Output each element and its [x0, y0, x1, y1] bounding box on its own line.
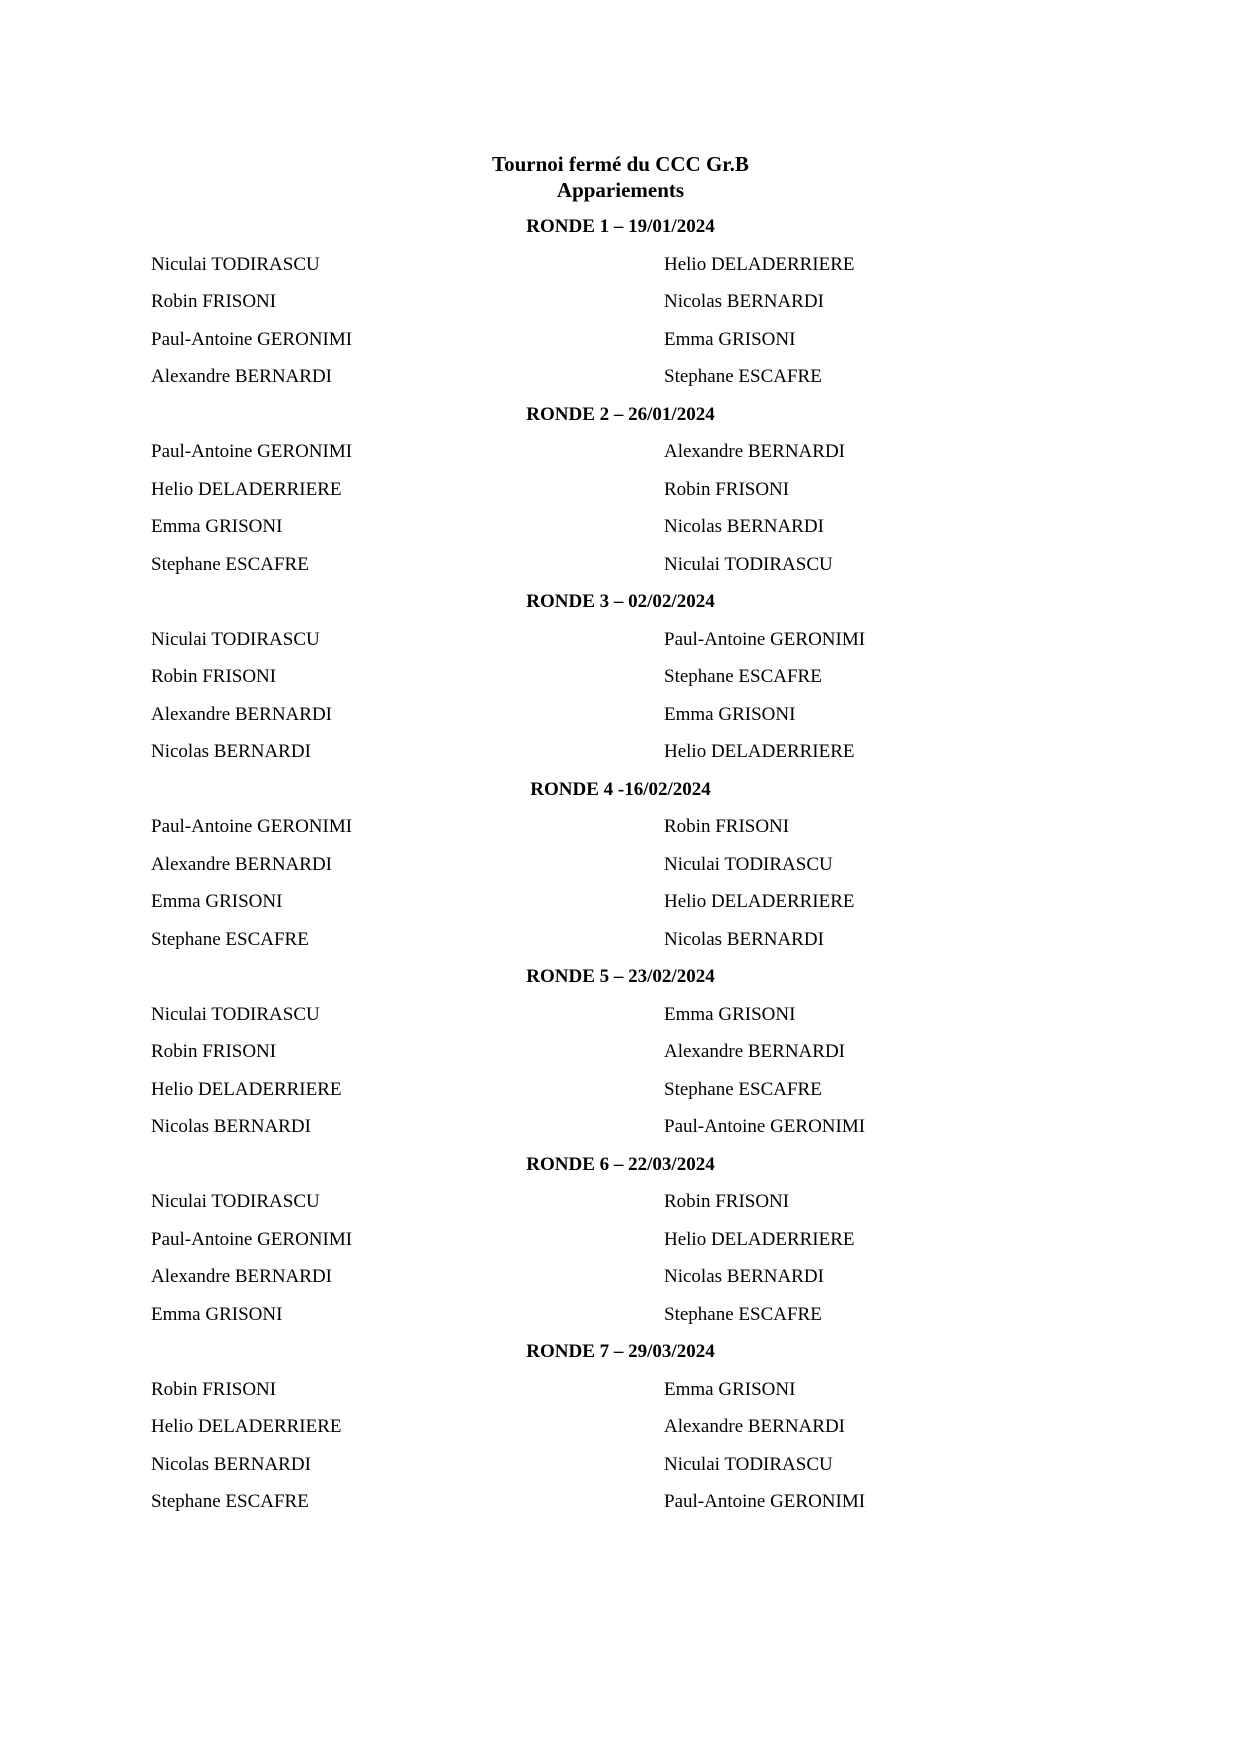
round-4 [0, 775, 1241, 963]
player-white: Nicolas BERNARDI [151, 1116, 311, 1137]
player-black: Helio DELADERRIERE [664, 253, 855, 275]
round-7 [0, 1337, 1241, 1525]
round-1 [0, 212, 1241, 400]
player-white: Robin FRISONI [151, 1378, 277, 1400]
player-white: Nicolas BERNARDI [151, 741, 311, 762]
document-subtitle: Appariements [556, 178, 685, 202]
round-header: RONDE 4 -16/02/2024 [530, 778, 711, 800]
player-black: Stephane ESCAFRE [664, 366, 822, 387]
pairing-row [0, 1487, 1241, 1525]
player-black: Robin FRISONI [664, 816, 790, 837]
player-black: Nicolas BERNARDI [664, 928, 824, 950]
player-white: Robin FRISONI [151, 291, 277, 312]
player-white: Niculai TODIRASCU [151, 1191, 320, 1212]
player-black: Nicolas BERNARDI [664, 1266, 824, 1287]
player-black: Emma GRISONI [664, 328, 796, 350]
player-white: Emma GRISONI [151, 891, 283, 912]
player-black: Niculai TODIRASCU [664, 553, 833, 575]
player-white: Emma GRISONI [151, 1303, 283, 1325]
player-white: Paul-Antoine GERONIMI [151, 328, 353, 350]
player-white: Helio DELADERRIERE [151, 1078, 342, 1100]
player-white: Emma GRISONI [151, 516, 283, 537]
pairing-row [0, 325, 1241, 363]
player-black: Emma GRISONI [664, 1003, 796, 1025]
player-white: Robin FRISONI [151, 666, 277, 687]
round-5 [0, 962, 1241, 1150]
player-white: Niculai TODIRASCU [151, 1003, 320, 1025]
player-white: Helio DELADERRIERE [151, 1416, 342, 1437]
player-white: Stephane ESCAFRE [151, 1491, 309, 1512]
player-white: Alexandre BERNARDI [151, 703, 332, 725]
player-white: Robin FRISONI [151, 1041, 277, 1062]
pairing-row [0, 1412, 1241, 1450]
pairing-row [0, 1187, 1241, 1225]
pairing-row [0, 512, 1241, 550]
round-6 [0, 1150, 1241, 1338]
round-header: RONDE 1 – 19/01/2024 [526, 216, 715, 237]
pairing-row [0, 1225, 1241, 1263]
player-black: Robin FRISONI [664, 1191, 790, 1212]
player-white: Niculai TODIRASCU [151, 253, 320, 275]
round-header: RONDE 7 – 29/03/2024 [526, 1341, 715, 1362]
pairing-row [0, 475, 1241, 513]
round-2 [0, 400, 1241, 588]
round-header: RONDE 5 – 23/02/2024 [526, 966, 715, 987]
pairing-row [0, 925, 1241, 963]
pairing-row [0, 550, 1241, 588]
document-title: Tournoi fermé du CCC Gr.B [492, 152, 749, 176]
player-black: Nicolas BERNARDI [664, 516, 824, 537]
pairing-row [0, 437, 1241, 475]
pairing-row [0, 700, 1241, 738]
player-white: Stephane ESCAFRE [151, 553, 309, 575]
round-header: RONDE 6 – 22/03/2024 [526, 1153, 715, 1175]
round-header: RONDE 3 – 02/02/2024 [526, 591, 715, 612]
pairing-row [0, 812, 1241, 850]
pairing-row [0, 1075, 1241, 1113]
pairing-row [0, 250, 1241, 288]
player-black: Niculai TODIRASCU [664, 853, 833, 875]
player-black: Stephane ESCAFRE [664, 1078, 822, 1100]
player-white: Helio DELADERRIERE [151, 478, 342, 500]
player-white: Stephane ESCAFRE [151, 928, 309, 950]
player-black: Paul-Antoine GERONIMI [664, 1491, 866, 1512]
pairing-row [0, 1300, 1241, 1338]
player-white: Alexandre BERNARDI [151, 853, 332, 875]
player-black: Stephane ESCAFRE [664, 666, 822, 687]
player-black: Helio DELADERRIERE [664, 891, 855, 912]
pairing-row [0, 287, 1241, 325]
pairing-row [0, 625, 1241, 663]
pairing-row [0, 850, 1241, 888]
player-black: Niculai TODIRASCU [664, 1453, 833, 1475]
player-black: Paul-Antoine GERONIMI [664, 1116, 866, 1137]
player-black: Emma GRISONI [664, 703, 796, 725]
pairing-row [0, 1375, 1241, 1413]
pairing-row [0, 662, 1241, 700]
player-black: Alexandre BERNARDI [664, 1416, 845, 1437]
round-header: RONDE 2 – 26/01/2024 [526, 403, 715, 425]
pairing-row [0, 1000, 1241, 1038]
player-white: Paul-Antoine GERONIMI [151, 816, 353, 837]
player-black: Stephane ESCAFRE [664, 1303, 822, 1325]
pairing-row [0, 1450, 1241, 1488]
pairing-row [0, 1112, 1241, 1150]
player-white: Alexandre BERNARDI [151, 1266, 332, 1287]
pairing-row [0, 887, 1241, 925]
player-black: Alexandre BERNARDI [664, 441, 845, 462]
pairing-row [0, 362, 1241, 400]
player-white: Paul-Antoine GERONIMI [151, 441, 353, 462]
round-3 [0, 587, 1241, 775]
pairing-row [0, 737, 1241, 775]
rounds-list [0, 212, 1241, 1525]
player-white: Nicolas BERNARDI [151, 1453, 311, 1475]
player-black: Nicolas BERNARDI [664, 291, 824, 312]
player-black: Helio DELADERRIERE [664, 741, 855, 762]
pairing-row [0, 1262, 1241, 1300]
player-black: Alexandre BERNARDI [664, 1041, 845, 1062]
player-white: Alexandre BERNARDI [151, 366, 332, 387]
player-white: Niculai TODIRASCU [151, 628, 320, 650]
player-white: Paul-Antoine GERONIMI [151, 1228, 353, 1250]
player-black: Robin FRISONI [664, 478, 790, 500]
player-black: Helio DELADERRIERE [664, 1228, 855, 1250]
player-black: Emma GRISONI [664, 1378, 796, 1400]
pairing-row [0, 1037, 1241, 1075]
player-black: Paul-Antoine GERONIMI [664, 628, 866, 650]
